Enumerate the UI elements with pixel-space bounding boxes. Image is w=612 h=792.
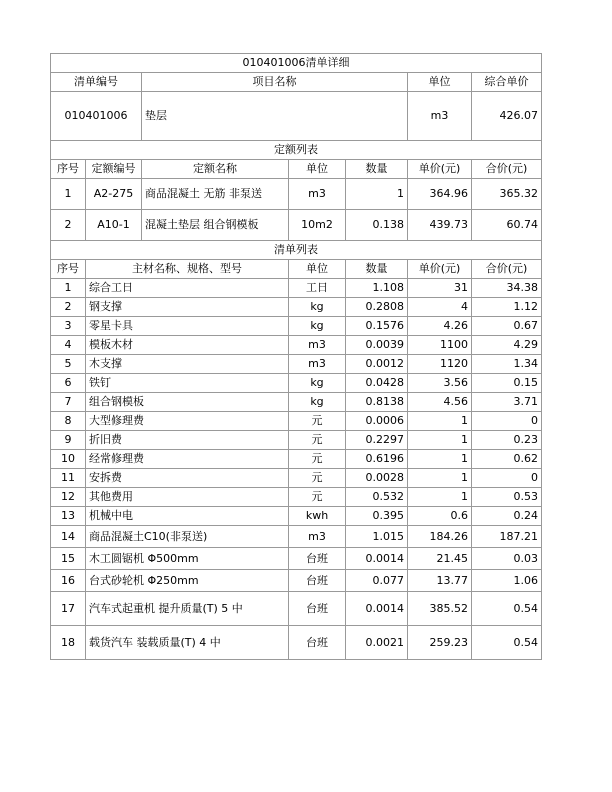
material-cell: 0.23	[472, 431, 542, 450]
material-cell: 1	[51, 279, 86, 298]
material-cell: 安拆费	[86, 469, 289, 488]
material-cell: m3	[289, 355, 346, 374]
material-cell: 0.8138	[346, 393, 408, 412]
quota-row	[51, 210, 542, 241]
material-cell: 0.077	[346, 570, 408, 592]
material-cell: kwh	[289, 507, 346, 526]
material-cell: 0.03	[472, 548, 542, 570]
material-cell: 其他费用	[86, 488, 289, 507]
bill-price: 426.07	[472, 92, 542, 141]
material-cell: 1	[408, 469, 472, 488]
material-cell: 0.54	[472, 592, 542, 626]
material-cell: 1	[408, 450, 472, 469]
materials-column-header: 单价(元)	[408, 260, 472, 279]
material-cell: 12	[51, 488, 86, 507]
material-cell: 元	[289, 431, 346, 450]
material-cell: 0.6196	[346, 450, 408, 469]
material-cell: 0.0039	[346, 336, 408, 355]
quota-column-header: 定额编号	[86, 160, 142, 179]
materials-column-header: 合价(元)	[472, 260, 542, 279]
material-cell: 4.29	[472, 336, 542, 355]
material-cell: 5	[51, 355, 86, 374]
material-cell: 模板木材	[86, 336, 289, 355]
name-header: 项目名称	[142, 73, 408, 92]
material-cell: 木工圆锯机 Φ500mm	[86, 548, 289, 570]
material-cell: 元	[289, 412, 346, 431]
material-cell: 7	[51, 393, 86, 412]
price-header: 综合单价	[472, 73, 542, 92]
quota-cell: 60.74	[472, 210, 542, 241]
quota-cell: m3	[289, 179, 346, 210]
material-cell: 13.77	[408, 570, 472, 592]
material-cell: 31	[408, 279, 472, 298]
material-cell: 0.0012	[346, 355, 408, 374]
material-cell: 元	[289, 488, 346, 507]
material-cell: 17	[51, 592, 86, 626]
bill-name: 垫层	[142, 92, 408, 141]
material-cell: 台班	[289, 548, 346, 570]
bill-unit: m3	[408, 92, 472, 141]
quota-cell: A2-275	[86, 179, 142, 210]
quota-cell: 10m2	[289, 210, 346, 241]
material-cell: 3.71	[472, 393, 542, 412]
material-row	[51, 412, 542, 431]
material-cell: 11	[51, 469, 86, 488]
material-cell: 台式砂轮机 Φ250mm	[86, 570, 289, 592]
material-cell: 元	[289, 469, 346, 488]
quota-column-header: 定额名称	[142, 160, 289, 179]
materials-column-header: 单位	[289, 260, 346, 279]
material-cell: 13	[51, 507, 86, 526]
material-cell: 4	[408, 298, 472, 317]
quota-cell: A10-1	[86, 210, 142, 241]
quota-column-header: 序号	[51, 160, 86, 179]
material-cell: 8	[51, 412, 86, 431]
material-cell: 1.015	[346, 526, 408, 548]
material-cell: 0.0014	[346, 592, 408, 626]
material-cell: 0.67	[472, 317, 542, 336]
material-cell: 0	[472, 412, 542, 431]
material-row	[51, 317, 542, 336]
material-cell: 0.0428	[346, 374, 408, 393]
material-cell: 259.23	[408, 626, 472, 660]
quota-section-title: 定额列表	[51, 141, 542, 160]
quota-cell: 365.32	[472, 179, 542, 210]
material-cell: 0.0021	[346, 626, 408, 660]
material-cell: 0.15	[472, 374, 542, 393]
material-cell: 1	[408, 431, 472, 450]
material-cell: 385.52	[408, 592, 472, 626]
material-cell: 钢支撑	[86, 298, 289, 317]
material-row	[51, 450, 542, 469]
material-row	[51, 570, 542, 592]
material-cell: kg	[289, 317, 346, 336]
material-cell: 1	[408, 488, 472, 507]
material-cell: m3	[289, 336, 346, 355]
material-cell: 综合工日	[86, 279, 289, 298]
material-cell: 经常修理费	[86, 450, 289, 469]
material-cell: 1.108	[346, 279, 408, 298]
table-title: 010401006清单详细	[51, 54, 542, 73]
material-cell: 18	[51, 626, 86, 660]
unit-header: 单位	[408, 73, 472, 92]
material-row	[51, 526, 542, 548]
material-row	[51, 431, 542, 450]
material-cell: 大型修理费	[86, 412, 289, 431]
quota-cell: 商品混凝土 无筋 非泵送	[142, 179, 289, 210]
material-cell: kg	[289, 374, 346, 393]
material-cell: 0.54	[472, 626, 542, 660]
material-cell: 3.56	[408, 374, 472, 393]
material-cell: 木支撑	[86, 355, 289, 374]
material-cell: 0.0006	[346, 412, 408, 431]
material-cell: 0.395	[346, 507, 408, 526]
material-cell: 1120	[408, 355, 472, 374]
material-row	[51, 393, 542, 412]
material-row	[51, 626, 542, 660]
quota-column-header: 合价(元)	[472, 160, 542, 179]
material-row	[51, 592, 542, 626]
material-cell: 0.1576	[346, 317, 408, 336]
material-cell: 元	[289, 450, 346, 469]
material-row	[51, 469, 542, 488]
material-cell: 16	[51, 570, 86, 592]
material-cell: 3	[51, 317, 86, 336]
materials-column-header: 主材名称、规格、型号	[86, 260, 289, 279]
material-cell: 21.45	[408, 548, 472, 570]
material-cell: 0.62	[472, 450, 542, 469]
material-cell: 0.0014	[346, 548, 408, 570]
material-row	[51, 355, 542, 374]
material-cell: 0.24	[472, 507, 542, 526]
quota-cell: 1	[346, 179, 408, 210]
quota-cell: 439.73	[408, 210, 472, 241]
material-cell: 4.26	[408, 317, 472, 336]
material-cell: 9	[51, 431, 86, 450]
material-cell: 0	[472, 469, 542, 488]
quota-column-header: 数量	[346, 160, 408, 179]
material-cell: 1100	[408, 336, 472, 355]
quota-cell: 364.96	[408, 179, 472, 210]
material-cell: 6	[51, 374, 86, 393]
quota-cell: 混凝土垫层 组合钢模板	[142, 210, 289, 241]
quota-column-header: 单位	[289, 160, 346, 179]
material-row	[51, 279, 542, 298]
material-cell: 0.0028	[346, 469, 408, 488]
quota-cell: 2	[51, 210, 86, 241]
material-cell: 2	[51, 298, 86, 317]
material-cell: 34.38	[472, 279, 542, 298]
quota-cell: 0.138	[346, 210, 408, 241]
quota-cell: 1	[51, 179, 86, 210]
material-cell: 台班	[289, 626, 346, 660]
material-cell: 0.2297	[346, 431, 408, 450]
material-row	[51, 298, 542, 317]
material-cell: 1.12	[472, 298, 542, 317]
material-cell: 折旧费	[86, 431, 289, 450]
material-cell: 15	[51, 548, 86, 570]
material-cell: 机械中电	[86, 507, 289, 526]
material-cell: 1	[408, 412, 472, 431]
code-header: 清单编号	[51, 73, 142, 92]
bill-code: 010401006	[51, 92, 142, 141]
material-cell: 1.06	[472, 570, 542, 592]
material-cell: 0.2808	[346, 298, 408, 317]
material-cell: 台班	[289, 592, 346, 626]
material-cell: kg	[289, 393, 346, 412]
material-row	[51, 548, 542, 570]
material-cell: 1.34	[472, 355, 542, 374]
material-row	[51, 336, 542, 355]
material-row	[51, 374, 542, 393]
material-cell: 汽车式起重机 提升质量(T) 5 中	[86, 592, 289, 626]
material-cell: 铁钉	[86, 374, 289, 393]
material-cell: 14	[51, 526, 86, 548]
material-cell: 184.26	[408, 526, 472, 548]
quota-column-header: 单价(元)	[408, 160, 472, 179]
material-cell: 10	[51, 450, 86, 469]
bill-detail-table	[50, 53, 542, 660]
material-cell: 载货汽车 装载质量(T) 4 中	[86, 626, 289, 660]
material-row	[51, 488, 542, 507]
material-cell: 0.6	[408, 507, 472, 526]
materials-section-title: 清单列表	[51, 241, 542, 260]
material-cell: 0.532	[346, 488, 408, 507]
material-cell: 工日	[289, 279, 346, 298]
material-cell: kg	[289, 298, 346, 317]
quota-row	[51, 179, 542, 210]
material-cell: 零星卡具	[86, 317, 289, 336]
material-row	[51, 507, 542, 526]
material-cell: 组合钢模板	[86, 393, 289, 412]
materials-column-header: 序号	[51, 260, 86, 279]
materials-column-header: 数量	[346, 260, 408, 279]
material-cell: m3	[289, 526, 346, 548]
material-cell: 商品混凝土C10(非泵送)	[86, 526, 289, 548]
material-cell: 0.53	[472, 488, 542, 507]
material-cell: 4	[51, 336, 86, 355]
material-cell: 187.21	[472, 526, 542, 548]
material-cell: 台班	[289, 570, 346, 592]
material-cell: 4.56	[408, 393, 472, 412]
